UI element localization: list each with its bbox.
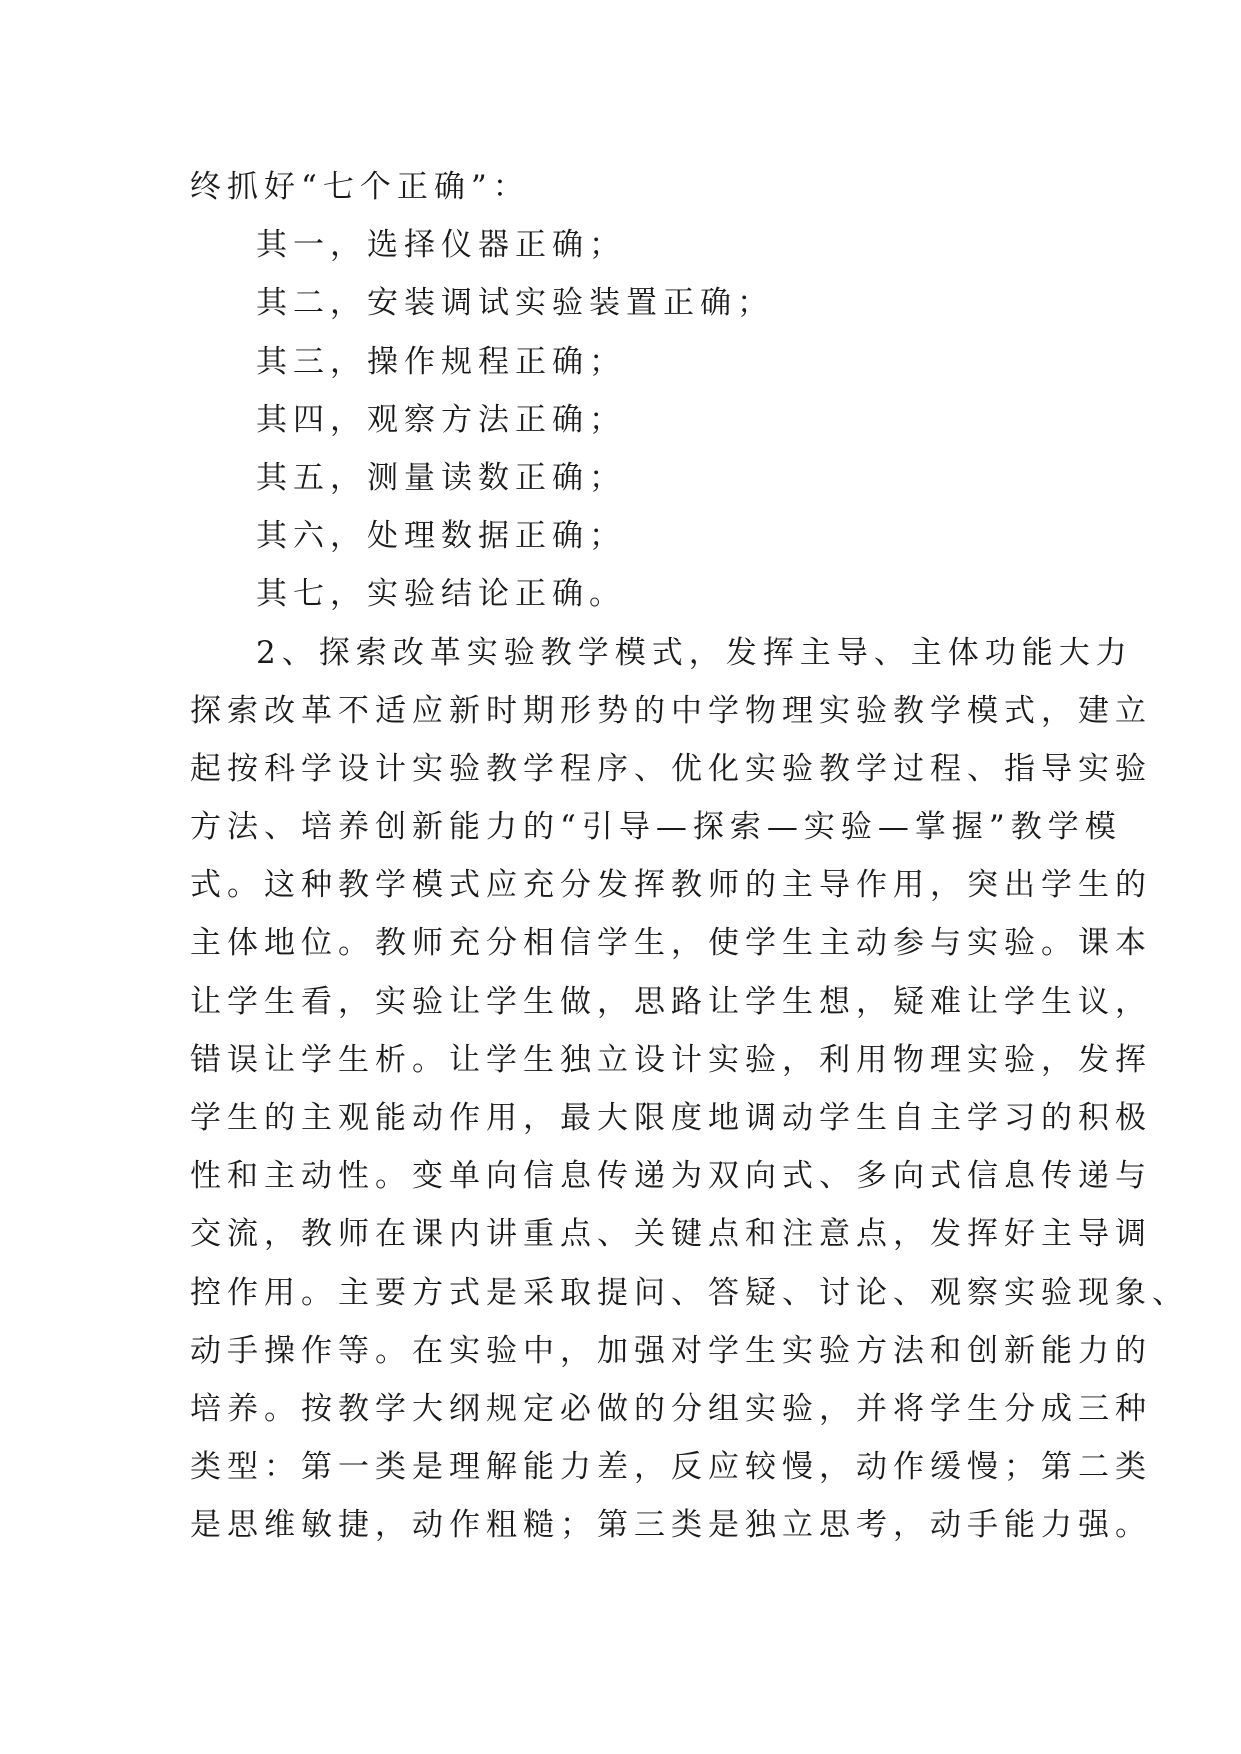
list-item: 其四，观察方法正确； [256, 401, 626, 438]
paragraph-line: 培养。按教学大纲规定必做的分组实验，并将学生分成三种 [190, 1390, 1152, 1427]
paragraph-line: 类型：第一类是理解能力差，反应较慢，动作缓慢；第二类 [190, 1449, 1152, 1486]
intro-line: 终抓好“七个正确”： [190, 169, 530, 205]
paragraph-line: 性和主动性。变单向信息传递为双向式、多向式信息传递与 [190, 1158, 1152, 1195]
paragraph-line: 2、探索改革实验教学模式，发挥主导、主体功能大力 [256, 634, 1133, 671]
paragraph-line: 学生的主观能动作用，最大限度地调动学生自主学习的积极 [190, 1100, 1152, 1136]
paragraph-line: 控作用。主要方式是采取提问、答疑、讨论、观察实验现象、 [190, 1274, 1189, 1311]
list-item: 其二，安装调试实验装置正确； [256, 285, 774, 322]
paragraph-line: 方法、培养创新能力的“引导—探索—实验—掌握”教学模 [190, 809, 1122, 846]
document-body [190, 158, 1189, 1555]
paragraph-line: 是思维敏捷，动作粗糙；第三类是独立思考，动手能力强。 [190, 1507, 1152, 1544]
list-item: 其六，处理数据正确； [256, 518, 626, 555]
list-item: 其七，实验结论正确。 [256, 576, 626, 613]
paragraph-line: 让学生看，实验让学生做，思路让学生想，疑难让学生议， [190, 983, 1152, 1020]
list-item: 其三，操作规程正确； [256, 343, 626, 380]
paragraph-line: 交流，教师在课内讲重点、关键点和注意点，发挥好主导调 [190, 1216, 1152, 1253]
paragraph-line: 错误让学生析。让学生独立设计实验，利用物理实验，发挥 [190, 1041, 1152, 1078]
paragraph-line: 主体地位。教师充分相信学生，使学生主动参与实验。课本 [190, 925, 1152, 962]
list-item: 其一，选择仪器正确； [256, 227, 626, 264]
list-item: 其五，测量读数正确； [256, 459, 626, 496]
paragraph-line: 起按科学设计实验教学程序、优化实验教学过程、指导实验 [190, 750, 1152, 787]
paragraph-line: 探索改革不适应新时期形势的中学物理实验教学模式，建立 [190, 692, 1152, 729]
paragraph-line: 动手操作等。在实验中，加强对学生实验方法和创新能力的 [190, 1332, 1152, 1369]
paragraph-line: 式。这种教学模式应充分发挥教师的主导作用，突出学生的 [190, 867, 1152, 904]
